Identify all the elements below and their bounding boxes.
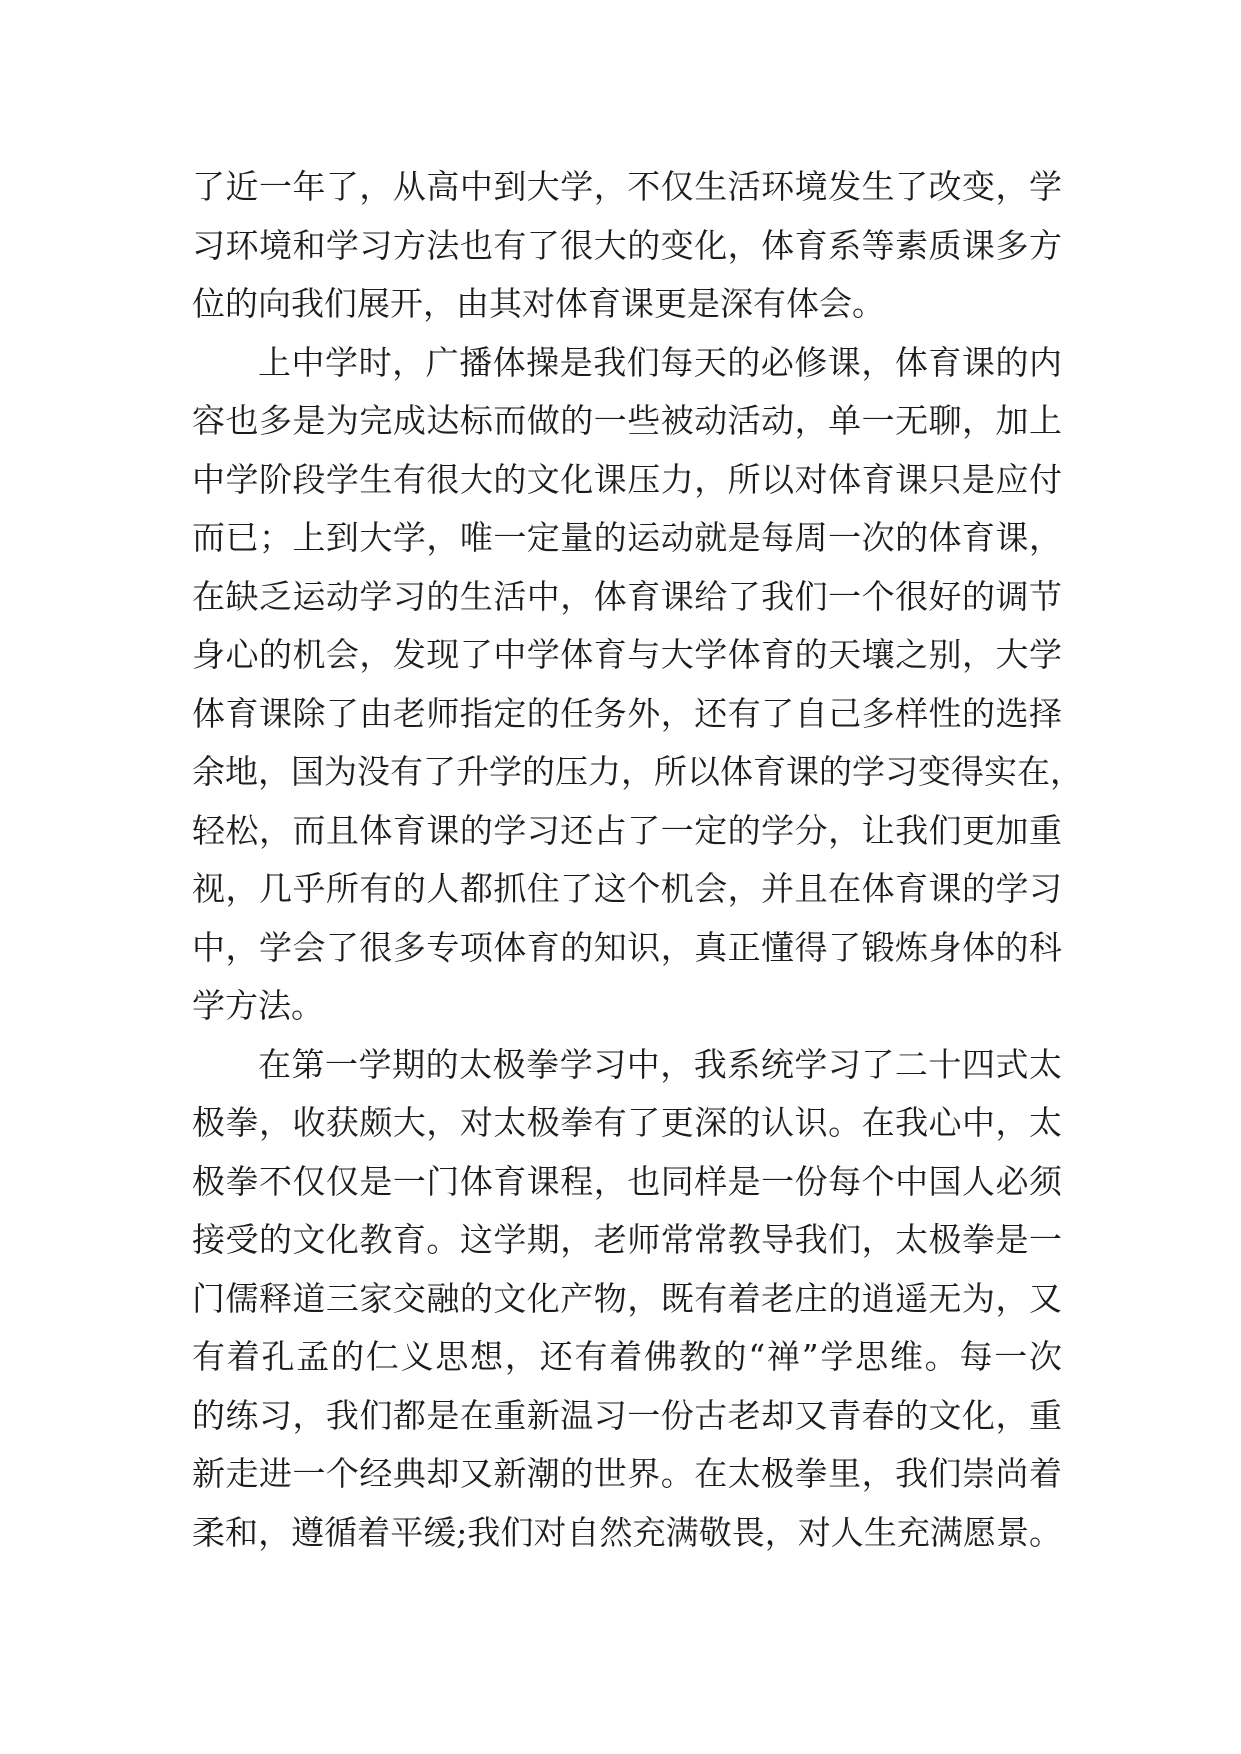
text-line: 习环境和学习方法也有了很大的变化，体育系等素质课多方 [192, 225, 1062, 265]
text-line: 位的向我们展开，由其对体育课更是深有体会。 [192, 284, 885, 323]
text-line: 中，学会了很多专项体育的知识，真正懂得了锻炼身体的科 [192, 927, 1062, 967]
text-line: 接受的文化教育。这学期，老师常常教导我们，太极拳是一 [192, 1220, 1062, 1259]
text-line: 身心的机会，发现了中学体育与大学体育的天壤之别，大学 [192, 635, 1062, 674]
text-line: 新走进一个经典却又新潮的世界。在太极拳里，我们崇尚着 [192, 1454, 1062, 1493]
document-body [192, 158, 1083, 1562]
text-line: 了近一年了，从高中到大学，不仅生活环境发生了改变，学 [192, 167, 1062, 206]
text-line: 体育课除了由老师指定的任务外，还有了自己多样性的选择 [192, 693, 1062, 733]
text-line: 学方法。 [192, 986, 324, 1025]
text-line: 极拳不仅仅是一门体育课程，也同样是一份每个中国人必须 [192, 1161, 1062, 1201]
text-line: 极拳，收获颇大，对太极拳有了更深的认识。在我心中，太 [192, 1103, 1062, 1142]
text-line: 轻松，而且体育课的学习还占了一定的学分，让我们更加重 [192, 810, 1062, 850]
text-line: 在第一学期的太极拳学习中，我系统学习了二十四式太 [258, 1044, 1062, 1084]
text-line: 在缺乏运动学习的生活中，体育课给了我们一个很好的调节 [192, 576, 1062, 616]
text-line: 上中学时，广播体操是我们每天的必修课，体育课的内 [258, 342, 1062, 382]
text-line: 柔和，遵循着平缓;我们对自然充满敬畏，对人生充满愿景。 [192, 1512, 1062, 1552]
paragraph-2 [192, 334, 1083, 1036]
text-line: 有着孔孟的仁义思想，还有着佛教的“禅”学思维。每一次 [192, 1337, 1062, 1376]
text-line: 容也多是为完成达标而做的一些被动活动，单一无聊，加上 [192, 401, 1062, 440]
text-line: 余地，国为没有了升学的压力，所以体育课的学习变得实在， [192, 752, 1083, 791]
paragraph-1 [192, 158, 1062, 334]
text-line: 中学阶段学生有很大的文化课压力，所以对体育课只是应付 [192, 459, 1062, 499]
text-line: 而已；上到大学，唯一定量的运动就是每周一次的体育课， [192, 518, 1062, 557]
text-line: 的练习，我们都是在重新温习一份古老却又青春的文化，重 [192, 1395, 1062, 1435]
text-line: 视，几乎所有的人都抓住了这个机会，并且在体育课的学习 [192, 869, 1062, 908]
paragraph-3 [192, 1036, 1062, 1563]
text-line: 门儒释道三家交融的文化产物，既有着老庄的逍遥无为，又 [192, 1278, 1062, 1318]
